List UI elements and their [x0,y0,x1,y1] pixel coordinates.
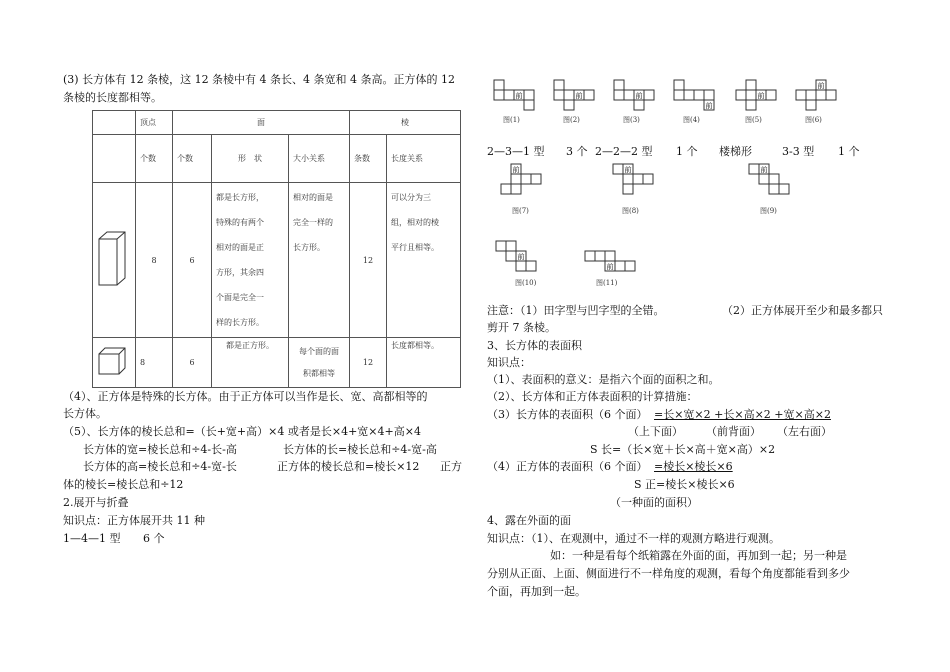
s4-line4: 个面，再加到一起。 [487,585,586,598]
para-5-line1: （5）、长方体的棱长总和=（长+宽+高）×4 或者是长×4+宽×4+高×4 [63,425,421,438]
section-2-knowledge: 知识点：正方体展开共 11 种 [63,514,205,527]
row2-shape: 都是正方形。 [212,338,289,388]
net-square [644,90,654,100]
s3-left-right: （左右面） [777,425,832,438]
cube-figure [93,338,136,388]
net-square [504,90,514,100]
s3-cube-s: S 正=棱长×棱长×6 [634,478,735,491]
net-square [494,80,504,90]
para-3-line1: (3) 长方体有 12 条棱，这 12 条棱中有 4 条长、4 条宽和 4 条高。正方体的 12 [63,73,456,86]
cube-net-drawing [673,79,725,111]
net-square [584,90,594,100]
net-caption-4: 图(4) [683,116,700,124]
cuboid-area-formula: =长×宽×2 +长×高×2 +宽×高×2 [654,408,831,421]
net-caption-2: 图(2) [563,116,580,124]
net-square [633,174,643,184]
net-square [585,251,595,261]
type-222: 2—2—2 型 [595,145,653,158]
header-length-relation: 长度关系 [387,135,461,183]
front-face-label: 前 [705,101,713,110]
s3-line2: （2）、长方体和正方体表面积的计算措施： [487,390,698,403]
net-square [746,80,756,90]
net-square [766,90,776,100]
header-blank [93,135,136,183]
row1-edges: 12 [350,183,387,338]
net-square [554,80,564,90]
cube-net-drawing [495,240,547,272]
net-caption-8: 图(8) [622,207,639,215]
net-square [496,241,506,251]
s3-line6a: （4）正方体的表面积（6 个面） [487,460,648,473]
table-row [93,183,461,338]
net-square [806,100,816,110]
front-face-label: 前 [606,262,614,271]
net-square [749,164,759,174]
para-4-line2: 长方体。 [63,407,107,420]
s4-line2: 如：一种是看每个纸箱露在外面的面，再加到一起；另一种是 [550,549,847,562]
s3-line3a: （3）长方体的表面积（6 个面） [487,408,648,421]
row2-faces: 6 [173,338,212,388]
net-square [605,251,615,261]
s4-line1: 知识点：（1）、在观测中，通过不一样的观测方略进行观测。 [487,532,780,545]
para-3-line2: 条棱的长度都相等。 [63,91,162,104]
type-141-count: 6 个 [143,532,165,545]
section-2-title: 2.展开与折叠 [63,496,129,509]
para-5-length: 长方体的长=棱长总和÷4-宽-高 [283,443,437,456]
net-square [746,100,756,110]
s3-front-back: （前背面） [706,425,761,438]
net-square [796,90,806,100]
front-face-label: 前 [817,81,825,90]
cube-net-drawing [493,79,545,111]
net-square [826,90,836,100]
cube-net-7 [500,163,552,195]
s4-line3: 分别从正面、上面、侧面进行不一样角度的观测，看每个角度都能看到多少 [487,567,850,580]
header-vertex-count: 个数 [136,135,173,183]
row1-shape: 都是长方形， 特殊的有两个 相对的面是正 方形，其余四 个面是完全一 样的长方形。 [212,183,289,338]
header-edge-count: 条数 [350,135,387,183]
net-square [564,90,574,100]
net-square [816,90,826,100]
net-caption-3: 图(3) [623,116,640,124]
header-face: 面 [173,111,350,135]
header-edge: 棱 [350,111,461,135]
row2-edges: 12 [350,338,387,388]
net-square [494,90,504,100]
s3-line1: （1）、表面积的意义：是指六个面的面积之和。 [487,373,720,386]
s3-one-face: （一种面的面积） [610,496,698,509]
table-row [93,338,461,388]
net-square [643,174,653,184]
net-caption-10: 图(10) [515,279,537,287]
net-square [694,90,704,100]
net-square [624,90,634,100]
net-caption-5: 图(5) [745,116,762,124]
type-stair: 楼梯形 [719,145,752,158]
s3-cuboid-s: S 长=（长×宽＋长×高＋宽×高）×2 [590,443,776,456]
cuboid-figure [93,183,136,338]
net-square [524,90,534,100]
cube-net-drawing [500,163,552,195]
header-size-relation: 大小关系 [289,135,350,183]
para-5-cube-edge-b: 体的棱长=棱长总和÷12 [63,478,184,491]
type-33: 3-3 型 [782,145,815,158]
section-3-knowledge: 知识点： [487,356,531,369]
net-caption-9: 图(9) [760,207,777,215]
row1-faces: 6 [173,183,212,338]
type-141: 1—4—1 型 [63,532,121,545]
net-square [554,90,564,100]
cube-net-3 [613,79,665,111]
net-square [746,90,756,100]
cube-net-1 [493,79,545,111]
front-face-label: 前 [575,91,583,100]
para-5-cube-sum: 正方体的棱长总和=棱长×12 [277,460,420,473]
net-square [511,174,521,184]
front-face-label: 前 [515,91,523,100]
net-square [759,174,769,184]
header-shape: 形 状 [212,135,289,183]
net-square [506,251,516,261]
net-caption-6: 图(6) [805,116,822,124]
cube-net-2 [553,79,605,111]
table-corner [93,111,136,135]
row1-vertices: 8 [136,183,173,338]
cube-net-drawing [553,79,605,111]
net-square [769,174,779,184]
para-5-height: 长方体的高=棱长总和÷4-宽-长 [83,460,237,473]
row2-length: 长度都相等。 [387,338,461,388]
net-square [511,184,521,194]
properties-table [92,110,461,388]
net-square [623,184,633,194]
net-caption-7: 图(7) [512,207,529,215]
net-square [634,100,644,110]
type-231: 2—3—1 型 [487,145,545,158]
section-3-title: 3、长方体的表面积 [487,339,582,352]
cube-net-5 [735,79,787,111]
net-square [526,261,536,271]
net-square [736,90,746,100]
row2-vertices: 8 [136,338,173,388]
net-square [516,261,526,271]
net-caption-1: 图(1) [503,116,520,124]
front-face-label: 前 [760,165,768,174]
front-face-label: 前 [624,165,632,174]
type-231-count: 3 个 [566,145,588,158]
front-face-label: 前 [757,91,765,100]
front-face-label: 前 [517,252,525,261]
cube-net-drawing [795,79,847,111]
header-face-count: 个数 [173,135,212,183]
net-square [531,174,541,184]
net-square [806,90,816,100]
cube-net-4 [673,79,725,111]
net-square [614,90,624,100]
net-square [506,241,516,251]
type-33-count: 1 个 [838,145,860,158]
row2-size: 每个面的面 积都相等 [289,338,350,388]
net-square [613,164,623,174]
front-face-label: 前 [512,165,520,174]
para-4-line1: （4）、正方体是特殊的长方体。由于正方体可以当作是长、宽、高都相等的 [63,390,428,403]
net-square [521,174,531,184]
net-square [779,184,789,194]
net-square [623,174,633,184]
net-square [501,184,511,194]
net-square [769,184,779,194]
net-square [704,90,714,100]
cube-net-6 [795,79,847,111]
note-1a: 注意：（1）田字型与凹字型的全错。 [487,304,665,317]
cube-net-drawing [612,163,664,195]
net-square [625,261,635,271]
para-5-cube-edge-a: 正方 [440,460,462,473]
net-caption-11: 图(11) [596,279,618,287]
net-square [615,261,625,271]
s3-top-bottom: （上下面） [628,425,683,438]
row1-length: 可以分为三 组，相对的棱 平行且相等。 [387,183,461,338]
cube-net-drawing [735,79,787,111]
cube-net-drawing [613,79,665,111]
row1-size: 相对的面是 完全一样的 长方形。 [289,183,350,338]
net-square [595,251,605,261]
net-square [524,100,534,110]
net-square [564,100,574,110]
note-2: 剪开 7 条棱。 [487,321,556,334]
cube-net-10 [495,240,547,272]
header-vertex: 顶点 [136,111,173,135]
cube-net-drawing [748,163,800,195]
net-square [614,80,624,90]
net-square [674,90,684,100]
cube-area-formula: =棱长×棱长×6 [654,460,733,473]
para-5-width: 长方体的宽=棱长总和÷4-长-高 [83,443,237,456]
note-1b: （2）正方体展开至少和最多都只 [722,304,883,317]
net-square [684,90,694,100]
section-4-title: 4、露在外面的面 [487,514,571,527]
type-222-count: 1 个 [676,145,698,158]
cube-net-9 [748,163,800,195]
cube-net-8 [612,163,664,195]
front-face-label: 前 [635,91,643,100]
net-square [674,80,684,90]
